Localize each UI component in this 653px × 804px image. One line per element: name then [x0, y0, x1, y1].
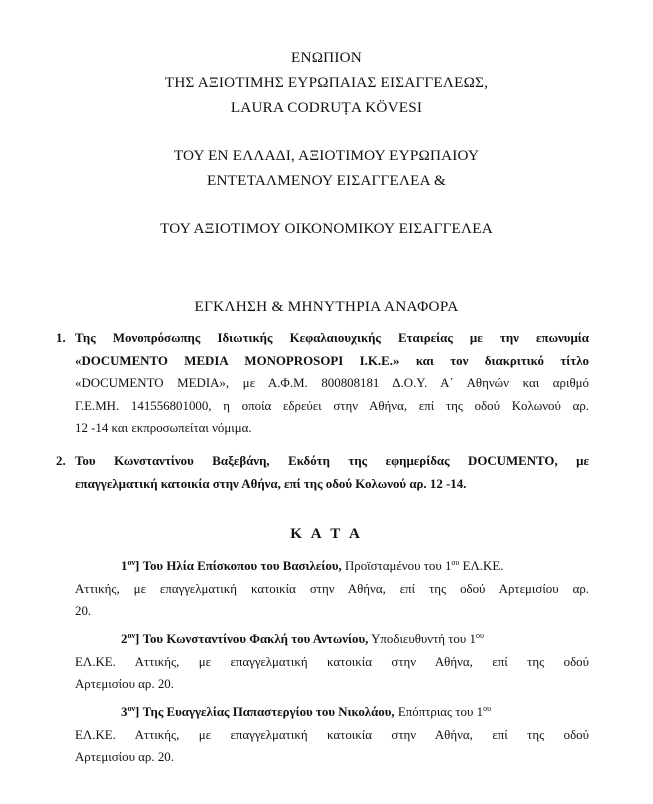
defendant-1-line: $1^{o\nu}$] Του Ηλία Επίσκοπου του Βασιλείου, Προϊσταμένου του $1^{o\upsilon}$ ΕΛ.ΚΕ.	[121, 558, 504, 573]
defendant-3-line: ΕΛ.ΚΕ. Αττικής, με επαγγελματική κατοικία στην Αθήνα, επί της οδού	[75, 727, 589, 742]
defendant-3-text	[75, 698, 589, 769]
complainant-2-line: Του Κωνσταντίνου Βαξεβάνη, Εκδότη της εφημερίδας DOCUMENTO, με	[75, 454, 589, 468]
header-line-delegated-prosecutor-2: ΕΝΤΕΤΑΛΜΕΝΟΥ ΕΙΣΑΓΓΕΛΕΑ &	[206, 172, 446, 189]
defendant-3-line: $3^{o\nu}$] Της Ευαγγελίας Παπαστεργίου του Νικολάου, Επόπτριας του $1^{o\upsilon}$	[121, 704, 492, 719]
complainant-1-line: 12 -14 και εκπροσωπείται νόμιμα.	[75, 421, 252, 435]
complainant-2-line: επαγγελματική κατοικία στην Αθήνα, επί της οδού Κολωνού αρ. 12 -14.	[75, 476, 467, 491]
header-line-prosecutor-name: LAURA CODRUȚA KÖVESI	[230, 99, 423, 116]
complainant-2-text	[75, 450, 589, 495]
header-line-enopion: ΕΝΩΠΙΟΝ	[291, 49, 362, 66]
complainant-1-line: «DOCUMENTO MEDIA MONOPROSOPI I.K.E.» και τον διακριτικό τίτλο	[75, 353, 589, 368]
defendant-1-line: 20.	[75, 604, 92, 618]
defendant-3-line: Αρτεμισίου αρ. 20.	[75, 750, 174, 764]
defendant-1-line: Αττικής, με επαγγελματική κατοικία στην Αθήνα, επί της οδού Αρτεμισίου αρ.	[75, 581, 589, 596]
complainant-number: 2.	[56, 454, 66, 468]
document-title: ΕΓΚΛΗΣΗ & ΜΗΝΥΤΗΡΙΑ ΑΝΑΦΟΡΑ	[194, 298, 459, 315]
header-line-delegated-prosecutor: ΤΟΥ ΕΝ ΕΛΛΑΔΙ, ΑΞΙΟΤΙΜΟΥ ΕΥΡΩΠΑΙΟΥ	[173, 147, 480, 164]
defendant-2-line: $2^{o\nu}$] Του Κωνσταντίνου Φακλή του Αντωνίου, Υποδιευθυντή του $1^{o\upsilon}$	[121, 631, 484, 646]
complainant-1-line: «DOCUMENTO MEDIA», με Α.Φ.Μ. 800808181 Δ.Ο.Υ. Α΄ Αθηνών και αριθμό	[75, 376, 589, 390]
complainant-number: 1.	[56, 331, 66, 345]
complainant-1-line: Γ.Ε.ΜΗ. 141556801000, η οποία εδρεύει στην Αθήνα, επί της οδού Κολωνού αρ.	[75, 398, 589, 413]
header-line-european-prosecutor: ΤΗΣ ΑΞΙΟΤΙΜΗΣ ΕΥΡΩΠΑΙΑΣ ΕΙΣΑΓΓΕΛΕΩΣ,	[164, 74, 489, 91]
complainant-1-line: Της Μονοπρόσωπης Ιδιωτικής Κεφαλαιουχικής Εταιρείας με την επωνυμία	[75, 331, 589, 345]
kata-heading: Κ Α Τ Α	[290, 526, 363, 542]
header-line-financial-prosecutor: ΤΟΥ ΑΞΙΟΤΙΜΟΥ ΟΙΚΟΝΟΜΙΚΟΥ ΕΙΣΑΓΓΕΛΕΑ	[160, 220, 493, 237]
defendant-1-text	[75, 552, 589, 623]
complainant-1-text	[75, 327, 589, 440]
defendant-2-text	[75, 625, 589, 696]
defendant-2-line: Αρτεμισίου αρ. 20.	[75, 677, 174, 691]
defendant-2-line: ΕΛ.ΚΕ. Αττικής, με επαγγελματική κατοικία στην Αθήνα, επί της οδού	[75, 654, 589, 669]
